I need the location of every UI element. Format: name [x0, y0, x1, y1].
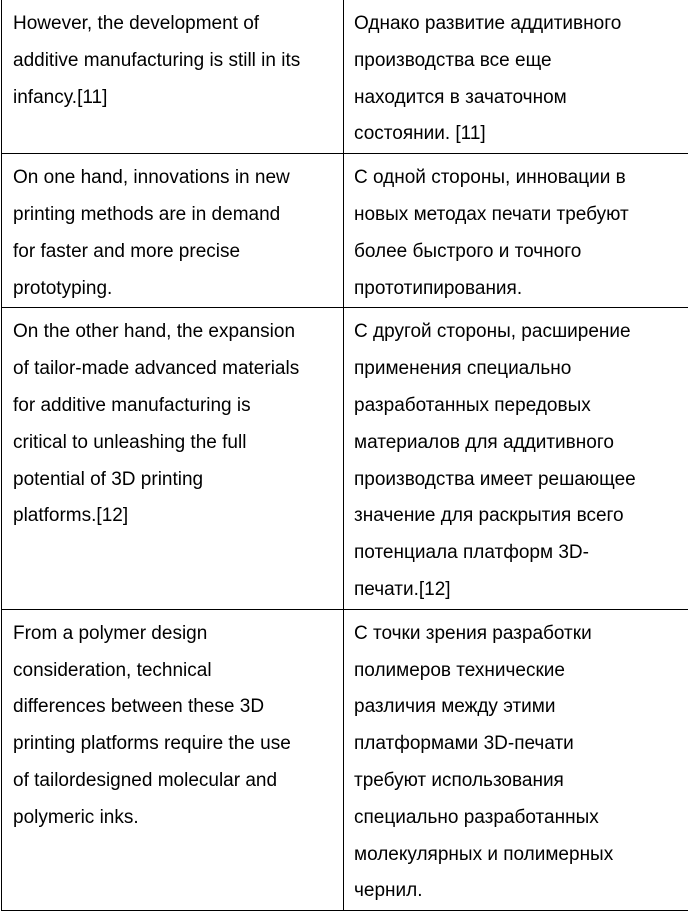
- text-line: производства имеет решающее: [354, 462, 682, 499]
- text-line: Однако развитие аддитивного: [354, 6, 682, 43]
- text-line: consideration, technical: [13, 653, 335, 690]
- text-line: печати.[12]: [354, 572, 682, 609]
- table-row: [2, 154, 688, 308]
- table-row: [2, 308, 688, 609]
- english-cell: [2, 609, 344, 910]
- text-line: прототипирования.: [354, 271, 682, 308]
- text-line: специально разработанных: [354, 800, 682, 837]
- text-line: С одной стороны, инновации в: [354, 160, 682, 197]
- text-line: платформами 3D-печати: [354, 726, 682, 763]
- english-cell: [2, 154, 344, 308]
- translation-table: [1, 0, 688, 911]
- text-line: материалов для аддитивного: [354, 425, 682, 462]
- text-line: printing platforms require the use: [13, 726, 335, 763]
- text-line: From a polymer design: [13, 616, 335, 653]
- text-line: On one hand, innovations in new: [13, 160, 335, 197]
- english-cell: [2, 0, 344, 154]
- text-line: требуют использования: [354, 763, 682, 800]
- text-line: более быстрого и точного: [354, 234, 682, 271]
- text-line: производства все еще: [354, 43, 682, 80]
- text-line: However, the development of: [13, 6, 335, 43]
- text-line: prototyping.: [13, 271, 335, 308]
- text-line: С другой стороны, расширение: [354, 314, 682, 351]
- english-cell: [2, 308, 344, 609]
- text-line: infancy.[11]: [13, 80, 335, 117]
- text-line: новых методах печати требуют: [354, 197, 682, 234]
- text-line: of tailordesigned molecular and: [13, 763, 335, 800]
- text-line: of tailor-made advanced materials: [13, 351, 335, 388]
- text-line: чернил.: [354, 873, 682, 910]
- text-line: additive manufacturing is still in its: [13, 43, 335, 80]
- table-row: [2, 0, 688, 154]
- text-line: for faster and more precise: [13, 234, 335, 271]
- russian-cell: [344, 308, 688, 609]
- text-line: различия между этими: [354, 689, 682, 726]
- text-line: polymeric inks.: [13, 800, 335, 837]
- text-line: находится в зачаточном: [354, 80, 682, 117]
- text-line: разработанных передовых: [354, 388, 682, 425]
- text-line: On the other hand, the expansion: [13, 314, 335, 351]
- text-line: состоянии. [11]: [354, 116, 682, 153]
- russian-cell: [344, 0, 688, 154]
- text-line: молекулярных и полимерных: [354, 837, 682, 874]
- russian-cell: [344, 609, 688, 910]
- text-line: значение для раскрытия всего: [354, 498, 682, 535]
- text-line: printing methods are in demand: [13, 197, 335, 234]
- table-row: [2, 609, 688, 910]
- text-line: полимеров технические: [354, 653, 682, 690]
- text-line: critical to unleashing the full: [13, 425, 335, 462]
- text-line: potential of 3D printing: [13, 462, 335, 499]
- russian-cell: [344, 154, 688, 308]
- text-line: применения специально: [354, 351, 682, 388]
- text-line: for additive manufacturing is: [13, 388, 335, 425]
- text-line: потенциала платформ 3D-: [354, 535, 682, 572]
- text-line: differences between these 3D: [13, 689, 335, 726]
- text-line: platforms.[12]: [13, 498, 335, 535]
- text-line: С точки зрения разработки: [354, 616, 682, 653]
